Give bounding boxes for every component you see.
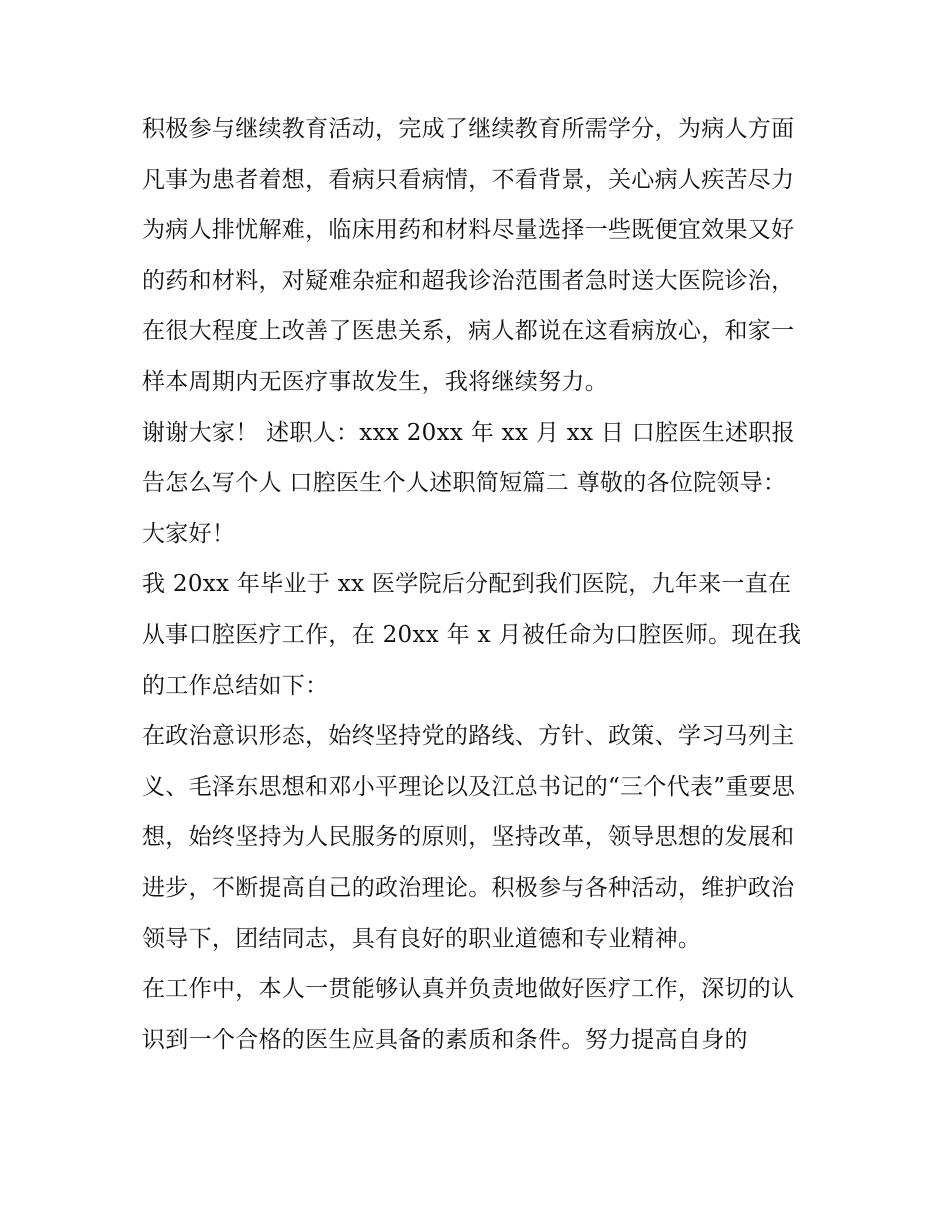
paragraph-background: 我 20xx 年毕业于 xx 医学院后分配到我们医院，九年来一直在从事口腔医疗工作，在 20xx 年 x 月被任命为口腔医师。现在我的工作总结如下： [142,571,802,699]
document-body [142,104,814,1065]
paragraph-political-ideology: 在政治意识形态，始终坚持党的路线、方针、政策、学习马列主义、毛泽东思想和邓小平理论以及江总书记的“三个代表”重要思想，始终坚持为人民服务的原则，坚持改革，领导思想的发展和进步，不断提高自己的政治理论。积极参与各种活动，维护政治领导下，团结同志，具有良好的职业道德和专业精神。 [142,723,796,952]
paragraph-work: 在工作中，本人一贯能够认真并负责地做好医疗工作，深切的认识到一个合格的医生应具备的素质和条件。努力提高自身的 [142,976,795,1053]
paragraph-continuing-education: 积极参与继续教育活动，完成了继续教育所需学分，为病人方面凡事为患者着想，看病只看病情，不看背景，关心病人疾苦尽力为病人排忧解难，临床用药和材料尽量选择一些既便宜效果又好的药和材料，对疑难杂症和超我诊治范围者急时送大医院诊治，在很大程度上改善了医患关系，病人都说在这看病放心，和家一样本周期内无医疗事故发生，我将继续努力。 [142,116,795,395]
paragraph-thanks-and-title: 谢谢大家！ 述职人：xxx 20xx 年 xx 月 xx 日 口腔医生述职报告怎么写个人 口腔医生个人述职简短篇二 尊敬的各位院领导： 大家好！ [142,419,795,547]
